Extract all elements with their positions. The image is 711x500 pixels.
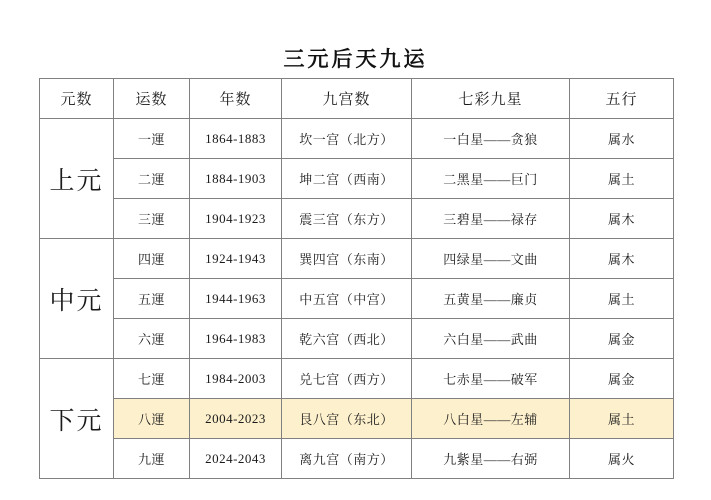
cell-jiugong: 离九宫（南方） <box>282 439 412 479</box>
column-header-qicai: 七彩九星 <box>412 79 570 119</box>
cell-yunshu: 九運 <box>114 439 190 479</box>
table-row <box>40 319 674 359</box>
cell-wuxing: 属火 <box>570 439 674 479</box>
cell-yunshu: 八運 <box>114 399 190 439</box>
cell-yunshu: 一運 <box>114 119 190 159</box>
cell-qicai: 七赤星——破军 <box>412 359 570 399</box>
cell-qicai: 四绿星——文曲 <box>412 239 570 279</box>
cell-qicai: 五黄星——廉贞 <box>412 279 570 319</box>
cell-wuxing: 属金 <box>570 359 674 399</box>
cell-nianshu: 2024-2043 <box>190 439 282 479</box>
cell-nianshu: 1984-2003 <box>190 359 282 399</box>
group-label-xiayuan: 下元 <box>40 359 114 479</box>
cell-yunshu: 三運 <box>114 199 190 239</box>
cell-qicai: 九紫星——右弼 <box>412 439 570 479</box>
table-row <box>40 199 674 239</box>
cell-jiugong: 震三宫（东方） <box>282 199 412 239</box>
cell-yunshu: 五運 <box>114 279 190 319</box>
cell-nianshu: 1964-1983 <box>190 319 282 359</box>
group-label-zhongyuan: 中元 <box>40 239 114 359</box>
cell-wuxing: 属土 <box>570 279 674 319</box>
column-header-yuanshu: 元数 <box>40 79 114 119</box>
cell-qicai: 八白星——左辅 <box>412 399 570 439</box>
table-row <box>40 239 674 279</box>
cell-yunshu: 七運 <box>114 359 190 399</box>
cell-wuxing: 属木 <box>570 239 674 279</box>
cell-jiugong: 乾六宫（西北） <box>282 319 412 359</box>
column-header-wuxing: 五行 <box>570 79 674 119</box>
cell-jiugong: 艮八宫（东北） <box>282 399 412 439</box>
table-header-row <box>40 79 674 119</box>
cell-wuxing: 属金 <box>570 319 674 359</box>
cell-nianshu: 1884-1903 <box>190 159 282 199</box>
cell-jiugong: 巽四宫（东南） <box>282 239 412 279</box>
group-label-shangyuan: 上元 <box>40 119 114 239</box>
table-row-highlighted <box>40 399 674 439</box>
table-row <box>40 439 674 479</box>
cell-yunshu: 四運 <box>114 239 190 279</box>
cell-jiugong: 坤二宫（西南） <box>282 159 412 199</box>
table-header <box>40 79 674 119</box>
cell-jiugong: 中五宫（中宫） <box>282 279 412 319</box>
column-header-jiugong: 九宫数 <box>282 79 412 119</box>
cell-jiugong: 兑七宫（西方） <box>282 359 412 399</box>
cell-yunshu: 六運 <box>114 319 190 359</box>
nine-periods-table-wrap <box>39 78 673 479</box>
cell-wuxing: 属土 <box>570 159 674 199</box>
cell-qicai: 三碧星——禄存 <box>412 199 570 239</box>
cell-nianshu: 2004-2023 <box>190 399 282 439</box>
page-title: 三元后天九运 <box>283 47 428 71</box>
cell-qicai: 一白星——贪狼 <box>412 119 570 159</box>
cell-wuxing: 属土 <box>570 399 674 439</box>
cell-jiugong: 坎一宫（北方） <box>282 119 412 159</box>
cell-qicai: 二黑星——巨门 <box>412 159 570 199</box>
cell-nianshu: 1924-1943 <box>190 239 282 279</box>
cell-wuxing: 属水 <box>570 119 674 159</box>
table-row <box>40 359 674 399</box>
column-header-nianshu: 年数 <box>190 79 282 119</box>
table-row <box>40 159 674 199</box>
nine-periods-table <box>39 78 674 479</box>
cell-yunshu: 二運 <box>114 159 190 199</box>
table-body <box>40 119 674 479</box>
table-row <box>40 119 674 159</box>
cell-nianshu: 1904-1923 <box>190 199 282 239</box>
cell-wuxing: 属木 <box>570 199 674 239</box>
cell-nianshu: 1864-1883 <box>190 119 282 159</box>
table-row <box>40 279 674 319</box>
cell-nianshu: 1944-1963 <box>190 279 282 319</box>
column-header-yunshu: 运数 <box>114 79 190 119</box>
cell-qicai: 六白星——武曲 <box>412 319 570 359</box>
